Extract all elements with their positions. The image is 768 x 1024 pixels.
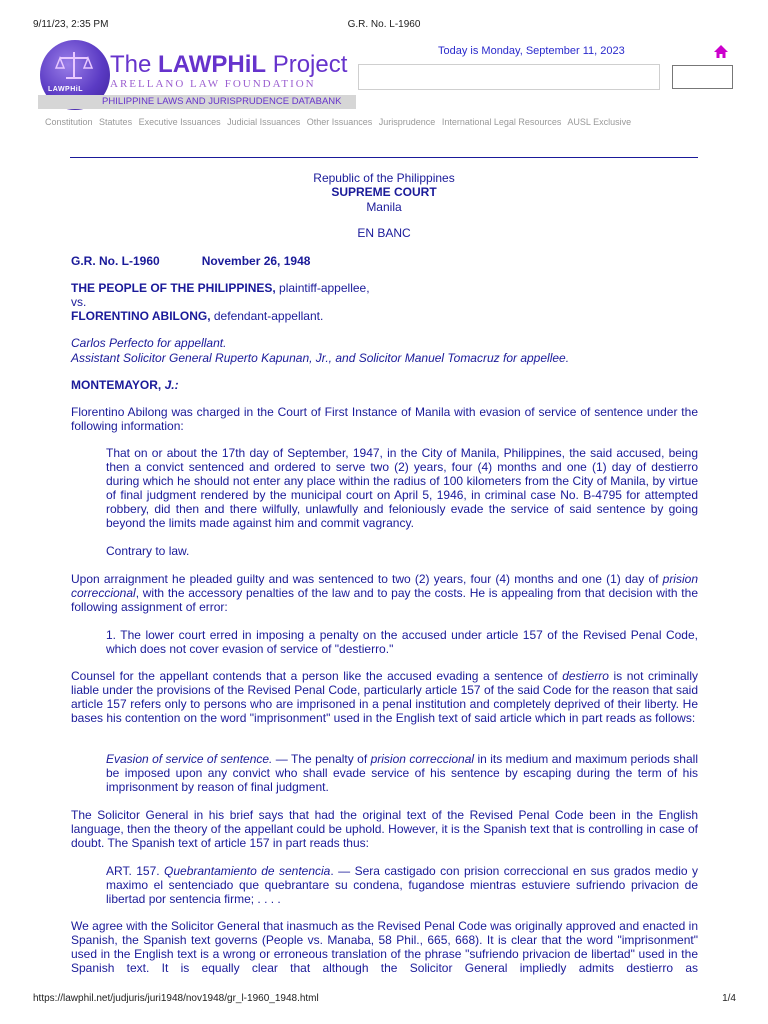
search-button[interactable] [672, 65, 733, 89]
brand-subtitle: ARELLANO LAW FOUNDATION [110, 78, 316, 90]
quote-information: That on or about the 17th day of September, 1947, in the City of Manila, Philippines, the said accused, being then a convict sentenced and ordered to serve two (2) years, four (4) months and one (1) day of destierro during which he should not enter any place within the radius of 100 kilometers from the City of Manila, by virtue of final judgment rendered by the municipal court on April 5, 1946, in criminal case No. B-4795 for attempted robbery, did then and there wilfully, unlawfully and feloniously evade the service of said sentence by going beyond the limits made against him and commit vagrancy. [106, 446, 698, 530]
division: EN BANC [357, 226, 411, 240]
paragraph-4: The Solicitor General in his brief says that had the original text of the Revised Penal Code been in the English language, then the theory of the appellant could be uphold. However, it is the Spanish text that is controlling in case of doubt. The Spanish text of article 157 in part reads thus: [71, 808, 698, 850]
nav-constitution[interactable]: Constitution [45, 117, 93, 127]
paragraph-5: We agree with the Solicitor General that inasmuch as the Revised Penal Code was originally approved and enacted in Spanish, the Spanish text governs (People vs. Manaba, 58 Phil., 665, 668). It is clear that the word "imprisonment" used in the English text is a wrong or erroneous translation of the phrase "sufriendo privacion de libertad" used in the Spanish text. It is equally clear that although the Solicitor General impliedly admits destierro as [71, 919, 698, 975]
nav-statutes[interactable]: Statutes [99, 117, 133, 127]
databank-label: PHILIPPINE LAWS AND JURISPRUDENCE DATABANK [102, 96, 342, 107]
republic-line: Republic of the Philippines [313, 171, 455, 185]
court-city: Manila [366, 200, 402, 214]
quote-assignment-of-error: 1. The lower court erred in imposing a penalty on the accused under article 157 of the Revised Penal Code, which does not cover evasion of service of "destierro." [106, 628, 698, 656]
nav-ausl-exclusive[interactable]: AUSL Exclusive [567, 117, 632, 127]
nav-judicial-issuances[interactable]: Judicial Issuances [227, 117, 301, 127]
nav-executive-issuances[interactable]: Executive Issuances [138, 117, 221, 127]
paragraph-3: Counsel for the appellant contends that a person like the accused evading a sentence of destierro is not criminally liable under the provisions of the Revised Penal Code, particularly article 157 of the said Code for the reason that said article 157 refers only to persons who are imprisoned in a penal institution and completely deprived of their liberty. He bases his contention on the word "imprisonment" used in the English text of said article which in part reads as follows: [71, 669, 698, 725]
case-date: November 26, 1948 [201, 254, 311, 268]
paragraph-1: Florentino Abilong was charged in the Court of First Instance of Manila with evasion of service of sentence under the following information: [71, 405, 698, 433]
print-title: G.R. No. L-1960 [347, 19, 421, 30]
home-icon[interactable] [713, 44, 729, 60]
search-input[interactable] [358, 64, 660, 90]
ponente: MONTEMAYOR, J.: [71, 378, 179, 392]
plaintiff-line: THE PEOPLE OF THE PHILIPPINES, plaintiff-appellee, [71, 281, 370, 295]
versus: vs. [71, 295, 87, 309]
nav-jurisprudence[interactable]: Jurisprudence [378, 117, 436, 127]
defendant-line: FLORENTINO ABILONG, defendant-appellant. [71, 309, 324, 323]
counsel-appellant: Carlos Perfecto for appellant. [71, 336, 227, 350]
divider [70, 157, 698, 158]
top-nav [45, 117, 635, 127]
nav-other-issuances[interactable]: Other Issuances [306, 117, 373, 127]
quote-article-157-spanish: ART. 157. Quebrantamiento de sentencia. — Sera castigado con prision correccional en sus grados medio y maximo el sentenciado que quebrantare su condena, fugandose mientras estuviere sufriendo privacion de libertad por sentencia firme; . . . . [106, 864, 699, 906]
quote-article-157-english: Evasion of service of sentence. — The penalty of prision correccional in its medium and maximum periods shall be imposed upon any convict who shall evade service of his sentence by escaping during the term of his imprisonment by reason of final judgment. [106, 752, 698, 794]
court-name: SUPREME COURT [331, 185, 437, 199]
print-page-number: 1/4 [722, 993, 736, 1004]
today-date: Today is Monday, September 11, 2023 [438, 45, 625, 57]
case-number: G.R. No. L-1960 November 26, 1948 [71, 254, 311, 268]
quote-contrary: Contrary to law. [106, 544, 190, 558]
databank-bar [38, 95, 356, 109]
paragraph-2: Upon arraignment he pleaded guilty and was sentenced to two (2) years, four (4) months and one (1) day of prision correccional, with the accessory penalties of the law and to pay the costs. He is appealing from that decision with the following assignment of error: [71, 572, 698, 614]
brand-title: The LAWPHiL Project [110, 51, 348, 78]
print-date: 9/11/23, 2:35 PM [33, 19, 109, 30]
scales-icon [54, 48, 94, 84]
counsel-appellee: Assistant Solicitor General Ruperto Kapunan, Jr., and Solicitor Manuel Tomacruz for appellee. [71, 351, 570, 365]
nav-international-legal-resources[interactable]: International Legal Resources [441, 117, 562, 127]
print-url: https://lawphil.net/judjuris/juri1948/nov1948/gr_l-1960_1948.html [33, 993, 319, 1004]
logo-text: LAWPHiL [48, 86, 83, 93]
